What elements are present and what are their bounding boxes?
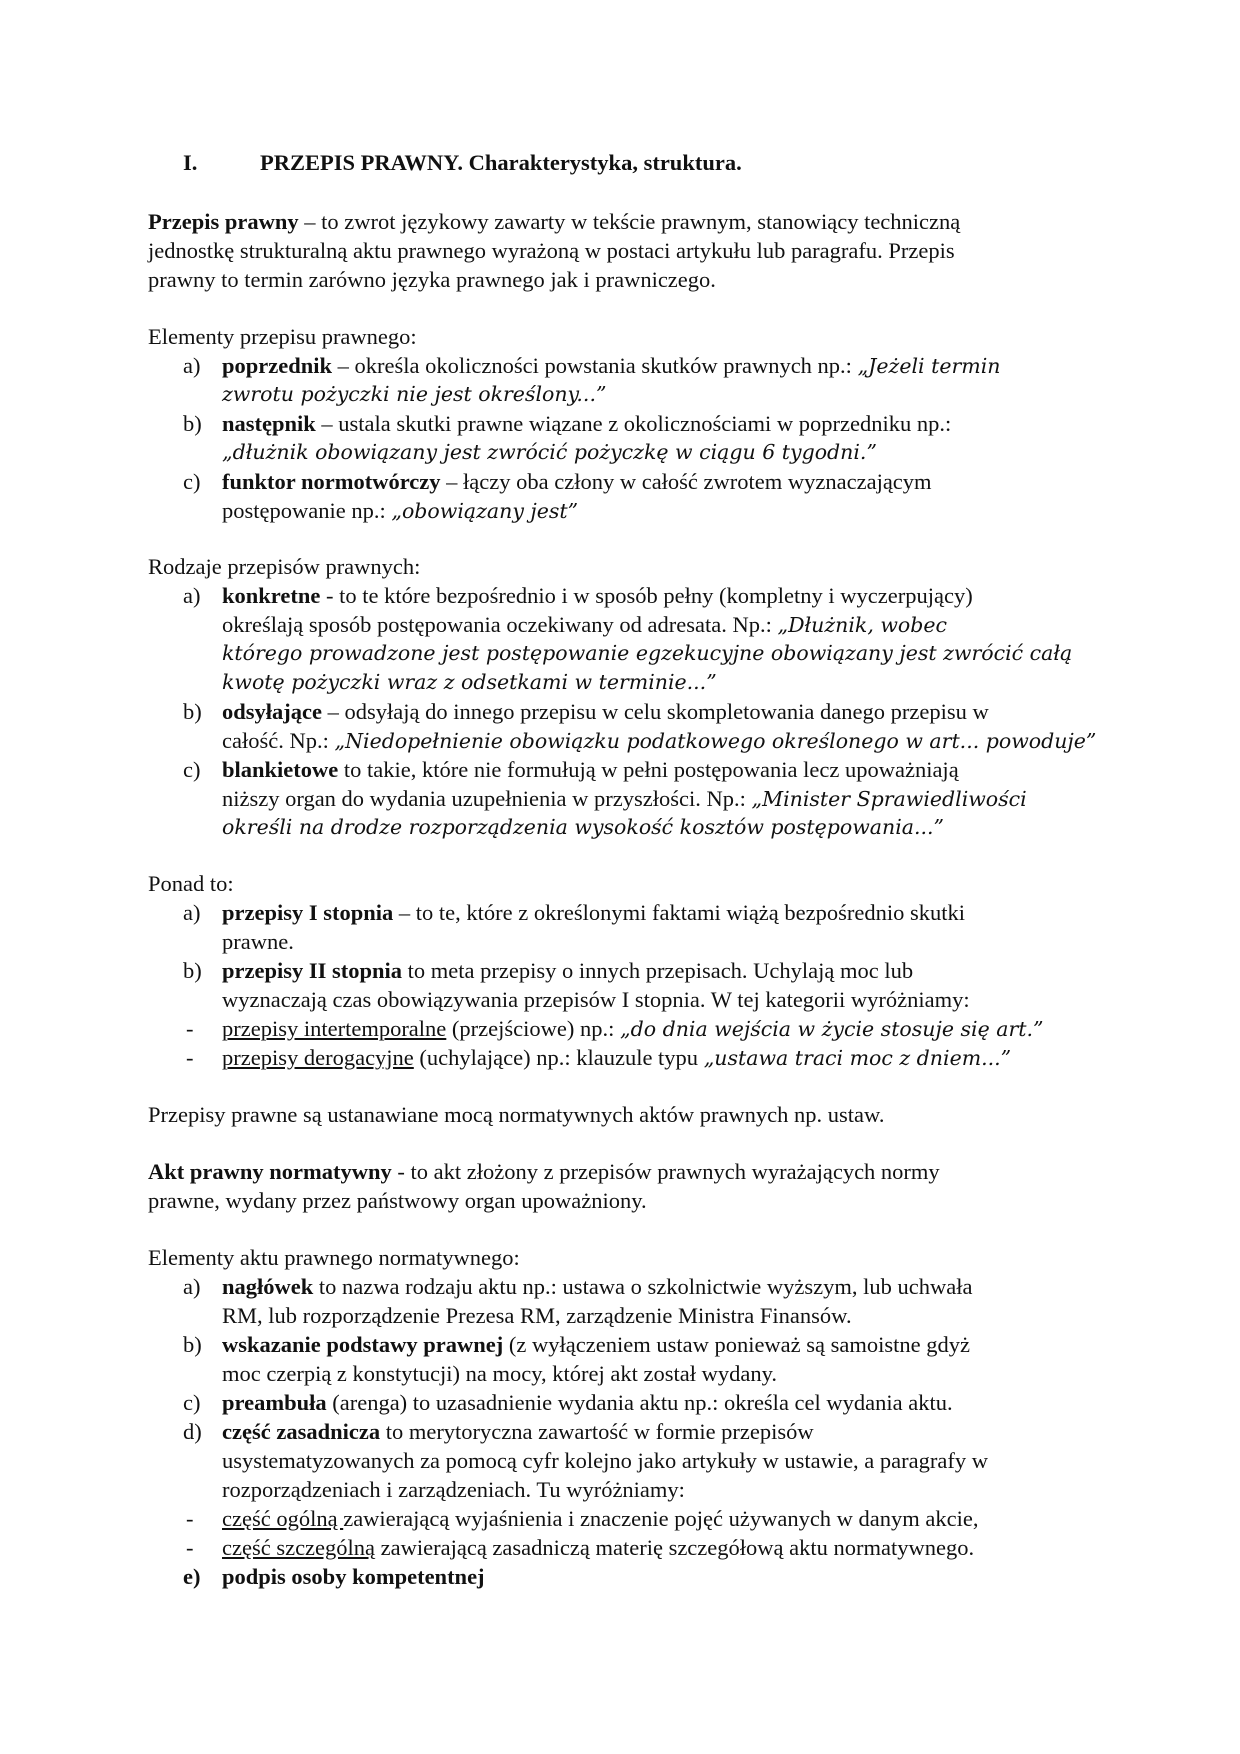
text: postępowanie np.: [222, 498, 392, 523]
text: to meta przepisy o innych przepisach. Uchylają moc lub [402, 958, 914, 983]
list-item-line: RM, lub rozporządzenie Prezesa RM, zarządzenie Ministra Finansów. [222, 1303, 852, 1328]
section-title: Rodzaje przepisów prawnych: [148, 554, 421, 579]
text: (uchylające) np.: klauzule typu [413, 1045, 704, 1070]
list-marker: e) [183, 1564, 201, 1589]
list-item-line [222, 755, 959, 784]
text: – łączy oba człony w całość zwrotem wyznaczającym [440, 469, 932, 494]
list-item-line: „dłużnik obowiązany jest zwrócić pożyczkę w ciągu 6 tygodni.” [222, 440, 877, 464]
term: konkretne [222, 583, 321, 608]
list-item-line [222, 1272, 972, 1301]
list-item-line [222, 610, 947, 640]
list-item-line [222, 1388, 953, 1417]
text: to merytoryczna zawartość w formie przepisów [380, 1419, 814, 1444]
underlined-term: część szczególną [222, 1535, 376, 1560]
list-item-line [222, 409, 951, 438]
term: przepisy II stopnia [222, 958, 403, 983]
quote: „do dnia wejścia w życie stosuje się art.” [619, 1017, 1044, 1041]
list-item-line [222, 581, 973, 610]
sub-item-line [222, 1533, 974, 1562]
list-item-line: rozporządzeniach i zarządzeniach. Tu wyróżniamy: [222, 1477, 685, 1502]
text: zawierającą zasadniczą materię szczegółową aktu normatywnego. [375, 1535, 975, 1560]
list-item-line [222, 956, 913, 985]
def-przepis-line-1 [148, 207, 960, 236]
term: poprzednik [222, 353, 333, 378]
def-term: Przepis prawny [148, 209, 299, 234]
term: następnik [222, 411, 316, 436]
list-marker: a) [183, 583, 201, 608]
list-item-line: moc czerpią z konstytucji) na mocy, której akt został wydany. [222, 1361, 778, 1386]
list-marker: a) [183, 900, 201, 925]
section-title: Elementy przepisu prawnego: [148, 324, 417, 349]
text: zawierającą wyjaśnienia i znaczenie pojęć używanych w danym akcie, [343, 1506, 979, 1531]
text: – określa okoliczności powstania skutków prawnych np.: [332, 353, 858, 378]
term: nagłówek [222, 1274, 314, 1299]
dash-marker: - [186, 1506, 194, 1531]
list-item-line: wyznaczają czas obowiązywania przepisów I stopnia. W tej kategorii wyróżniamy: [222, 987, 970, 1012]
list-item-line: zwrotu pożyczki nie jest określony...” [222, 382, 607, 406]
paragraph: Przepisy prawne są ustanawiane mocą normatywnych aktów prawnych np. ustaw. [148, 1102, 885, 1127]
list-item-line: którego prowadzone jest postępowanie egzekucyjne obowiązany jest zwrócić całą [222, 641, 1073, 665]
def-przepis-line-3: prawny to termin zarówno języka prawnego jak i prawniczego. [148, 267, 716, 292]
def-akt-line-2: prawne, wydany przez państwowy organ upoważniony. [148, 1188, 647, 1213]
text: - to te które bezpośrednio i w sposób pełny (kompletny i wyczerpujący) [320, 583, 973, 608]
quote: „Niedopełnienie obowiązku podatkowego określonego w art... powoduje” [334, 729, 1097, 753]
text: niższy organ do wydania uzupełnienia w przyszłości. Np.: [222, 786, 752, 811]
list-marker: b) [183, 699, 202, 724]
quote: „Minister Sprawiedliwości [751, 787, 1027, 811]
term: preambuła [222, 1390, 327, 1415]
list-item-line [222, 1417, 814, 1446]
def-term: Akt prawny normatywny [148, 1159, 392, 1184]
sub-item-line [222, 1043, 1011, 1073]
quote: „Jeżeli termin [857, 354, 1001, 378]
term: odsyłające [222, 699, 322, 724]
list-marker: b) [183, 411, 202, 436]
section-title: Ponad to: [148, 871, 234, 896]
sub-item-line [222, 1014, 1043, 1044]
text: – to te, które z określonymi faktami wiążą bezpośrednio skutki [393, 900, 965, 925]
underlined-term: przepisy intertemporalne [222, 1016, 447, 1041]
text: określają sposób postępowania oczekiwany od adresata. Np.: [222, 612, 778, 637]
list-item-line: kwotę pożyczki wraz z odsetkami w terminie...” [222, 670, 717, 694]
list-item-line [222, 351, 1000, 381]
text: – odsyłają do innego przepisu w celu skompletowania danego przepisu w [322, 699, 989, 724]
list-item-line [222, 697, 989, 726]
underlined-term: przepisy derogacyjne [222, 1045, 414, 1070]
list-item-line [222, 726, 1096, 756]
list-marker: c) [183, 469, 201, 494]
text: – ustala skutki prawne wiązane z okolicznościami w poprzedniku np.: [315, 411, 952, 436]
term: wskazanie podstawy prawnej [222, 1332, 504, 1357]
list-marker: b) [183, 958, 202, 983]
text: to takie, które nie formułują w pełni postępowania lecz upoważniają [338, 757, 959, 782]
list-item-line [222, 1330, 970, 1359]
dash-marker: - [186, 1535, 194, 1560]
dash-marker: - [186, 1045, 194, 1070]
list-item-line: usystematyzowanych za pomocą cyfr kolejno jako artykuły w ustawie, a paragrafy w [222, 1448, 988, 1473]
list-marker: a) [183, 1274, 201, 1299]
quote: „ustawa traci moc z dniem...” [703, 1046, 1012, 1070]
list-marker: a) [183, 353, 201, 378]
list-marker: d) [183, 1419, 202, 1444]
term: blankietowe [222, 757, 339, 782]
dash-marker: - [186, 1016, 194, 1041]
list-marker: b) [183, 1332, 202, 1357]
heading-number: I. [183, 150, 198, 175]
list-marker: c) [183, 1390, 201, 1415]
list-item-line [222, 898, 965, 927]
text: (z wyłączeniem ustaw ponieważ są samoistne gdyż [503, 1332, 970, 1357]
term: przepisy I stopnia [222, 900, 394, 925]
section-title: Elementy aktu prawnego normatywnego: [148, 1245, 520, 1270]
def-akt-line-1 [148, 1157, 940, 1186]
list-item-line [222, 496, 578, 526]
term: funktor normotwórczy [222, 469, 441, 494]
list-item-line: określi na drodze rozporządzenia wysokość kosztów postępowania...” [222, 815, 945, 839]
term: część zasadnicza [222, 1419, 381, 1444]
list-item-line [222, 784, 1027, 814]
list-item-line: prawne. [222, 929, 294, 954]
def-przepis-line-2: jednostkę strukturalną aktu prawnego wyrażoną w postaci artykułu lub paragrafu. Przepis [148, 238, 955, 263]
quote: „Dłużnik, wobec [777, 613, 948, 637]
underlined-term: część ogólną [222, 1506, 344, 1531]
quote: „obowiązany jest” [391, 499, 579, 523]
sub-item-line [222, 1504, 979, 1533]
text: (arenga) to uzasadnienie wydania aktu np.: określa cel wydania aktu. [326, 1390, 953, 1415]
heading-title: PRZEPIS PRAWNY. Charakterystyka, struktura. [260, 150, 742, 175]
list-marker: c) [183, 757, 201, 782]
def-text: - to akt złożony z przepisów prawnych wyrażających normy [391, 1159, 940, 1184]
text: (przejściowe) np.: [446, 1016, 620, 1041]
list-item-line: podpis osoby kompetentnej [222, 1564, 485, 1589]
list-item-line [222, 467, 932, 496]
text: całość. Np.: [222, 728, 335, 753]
text: to nazwa rodzaju aktu np.: ustawa o szkolnictwie wyższym, lub uchwała [313, 1274, 973, 1299]
def-text: – to zwrot językowy zawarty w tekście prawnym, stanowiący techniczną [298, 209, 961, 234]
